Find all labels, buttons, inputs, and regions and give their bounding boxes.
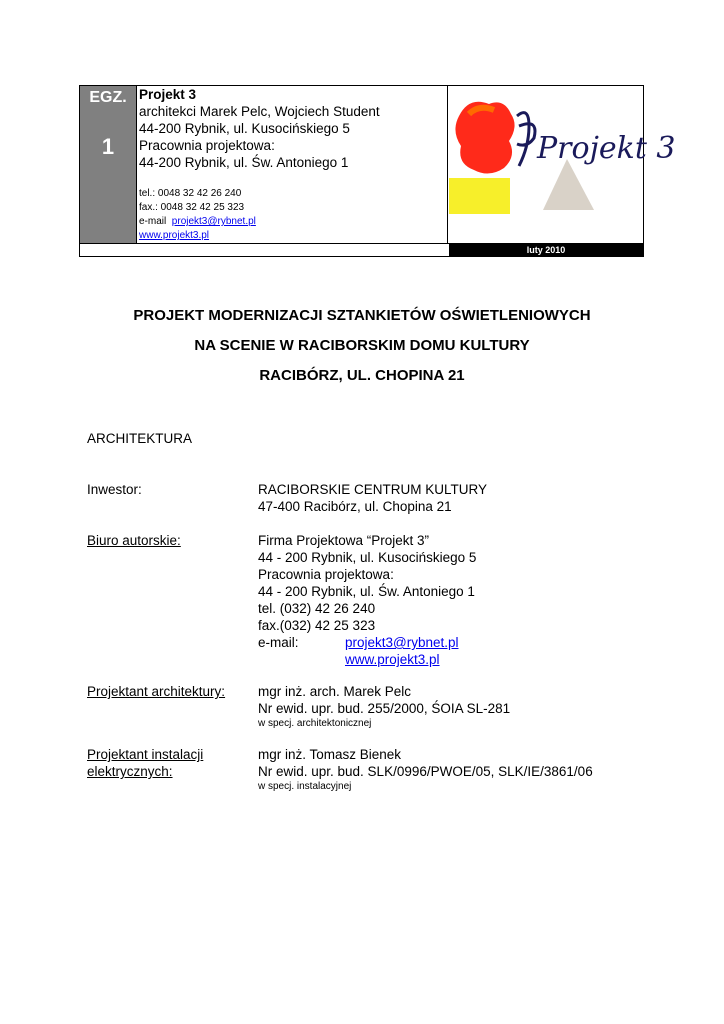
office-website-row xyxy=(258,651,476,668)
electrical-label-1: Projektant instalacji xyxy=(87,747,204,762)
copy-label: EGZ. xyxy=(89,89,127,106)
spacer xyxy=(139,171,447,187)
electrical-license: Nr ewid. upr. bud. SLK/0996/PWOE/05, SLK/IE/3861/06 xyxy=(258,764,593,779)
office-email-label: e-mail: xyxy=(258,635,299,650)
document-date: luty 2010 xyxy=(449,244,643,256)
company-website-line xyxy=(139,229,447,243)
investor-name: RACIBORSKIE CENTRUM KULTURY xyxy=(258,482,488,497)
company-fax: fax.: 0048 32 42 25 323 xyxy=(139,202,245,213)
logo-grey-triangle xyxy=(543,159,594,210)
office-name: Firma Projektowa “Projekt 3” xyxy=(258,533,430,548)
electrical-name: mgr inż. Tomasz Bienek xyxy=(258,747,402,762)
architect-details xyxy=(258,683,510,731)
architect-license: Nr ewid. upr. bud. 255/2000, ŚOIA SL-281 xyxy=(258,701,511,716)
copy-number-box xyxy=(80,86,137,243)
header-bottom-row xyxy=(80,243,643,256)
logo-letter-p xyxy=(517,113,535,166)
company-address: 44-200 Rybnik, ul. Kusocińskiego 5 xyxy=(139,121,350,136)
company-architects: architekci Marek Pelc, Wojciech Student xyxy=(139,104,380,119)
company-email-link[interactable]: projekt3@rybnet.pl xyxy=(171,216,256,227)
header-box xyxy=(79,85,676,257)
office-studio-label: Pracownia projektowa: xyxy=(258,567,394,582)
logo-red-splash xyxy=(455,102,514,174)
logo-wordmark: Projekt 3 xyxy=(537,131,676,166)
company-name: Projekt 3 xyxy=(139,87,197,102)
email-prefix: e-mail xyxy=(139,216,167,227)
office-label: Biuro autorskie: xyxy=(87,533,181,548)
electrical-label-2: elektrycznych: xyxy=(87,764,173,779)
logo-yellow-block xyxy=(449,178,510,214)
office-website-link[interactable]: www.projekt3.pl xyxy=(345,652,440,667)
section-heading: ARCHITEKTURA xyxy=(87,431,193,446)
company-info xyxy=(138,86,448,243)
office-email-link[interactable]: projekt3@rybnet.pl xyxy=(345,635,459,650)
office-email-row xyxy=(258,634,476,651)
investor-address: 47-400 Racibórz, ul. Chopina 21 xyxy=(258,499,452,514)
investor-label: Inwestor: xyxy=(87,482,142,497)
title-line-3: RACIBÓRZ, UL. CHOPINA 21 xyxy=(259,367,465,384)
office-tel: tel. (032) 42 26 240 xyxy=(258,601,376,616)
logo-graphic xyxy=(449,86,676,243)
office-details xyxy=(258,532,476,668)
architect-label: Projektant architektury: xyxy=(87,684,226,699)
architect-spec: w specj. architektonicznej xyxy=(258,718,372,729)
company-studio-address: 44-200 Rybnik, ul. Św. Antoniego 1 xyxy=(139,155,349,170)
company-logo xyxy=(449,86,676,243)
office-studio-address: 44 - 200 Rybnik, ul. Św. Antoniego 1 xyxy=(258,584,475,599)
electrical-spec: w specj. instalacyjnej xyxy=(258,781,352,792)
investor-details xyxy=(258,481,487,515)
office-address: 44 - 200 Rybnik, ul. Kusocińskiego 5 xyxy=(258,550,477,565)
copy-number: 1 xyxy=(101,134,115,159)
title-line-2: NA SCENIE W RACIBORSKIM DOMU KULTURY xyxy=(194,337,530,354)
company-website-link[interactable]: www.projekt3.pl xyxy=(139,230,210,241)
company-tel: tel.: 0048 32 42 26 240 xyxy=(139,188,242,199)
company-email-line xyxy=(139,215,447,229)
company-studio-label: Pracownia projektowa: xyxy=(139,138,275,153)
title-line-1: PROJEKT MODERNIZACJI SZTANKIETÓW OŚWIETLENIOWYCH xyxy=(133,307,591,324)
office-fax: fax.(032) 42 25 323 xyxy=(258,618,376,633)
electrical-details xyxy=(258,746,593,794)
architect-name: mgr inż. arch. Marek Pelc xyxy=(258,684,412,699)
